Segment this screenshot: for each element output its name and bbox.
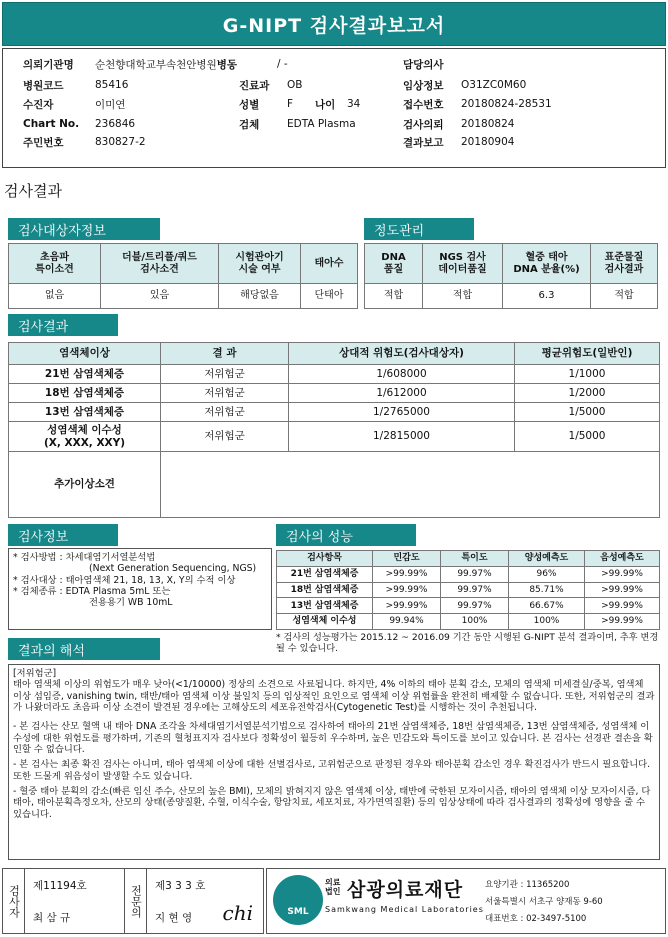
confirmer-license: 제3 3 3 호 [155, 879, 206, 892]
interpretation-paragraph: - 혈중 태아 분획의 감소(빠른 임신 주수, 산모의 높은 BMI), 모체의 밝혀지지 않은 염색체 이상, 태반에 국한된 모자이시즘, 태아의 염색체 이상 모자이시즘, 다태아, 태아분획측정오차, 산모의 상태(종양질환, 수혈, 이식수술, 항암치료, 세포치료, 자가면역질환) 등의 임상상태에 따라 검사결과의 정확성에 영향을 줄 수 있습니다. [13, 785, 651, 820]
org-address: 서울특별시 서초구 양재동 9-60 [485, 897, 603, 907]
subject-value-fetus-count: 단태아 [301, 284, 358, 309]
rrn-value: 830827-2 [95, 136, 146, 148]
requested-row [403, 115, 514, 133]
qc-tab: 정도관리 [364, 218, 474, 240]
subject-header-screening: 더블/트리플/쿼드 검사소견 [101, 244, 219, 284]
result-header-result: 결 과 [161, 343, 289, 365]
patient-label: 수진자 [23, 98, 54, 111]
result-header-relative-risk: 상대적 위험도(검사대상자) [289, 343, 515, 365]
ward-value: / - [277, 58, 288, 70]
interpretation-paragraph: - 본 검사는 산모 혈액 내 태아 DNA 조각을 차세대염기서열분석기법으로 검사하여 태아의 21번 삼염색체증, 18번 삼염색체증, 13번 삼염색체증, 성염색체 이수성에 대한 위험도를 평가하며, 기존의 혈청표지자 검사보다 정확성이 월등히 우수하며, 높은 민감도와 특이도를 보이고 있습니다. 본 검사는 선경관 결손을 확인할 수 없습니다. [13, 721, 653, 755]
requested-value: 20180824 [461, 118, 515, 130]
subject-value-ultrasound: 없음 [9, 284, 101, 309]
qc-value-standard: 적합 [591, 284, 658, 309]
confirmer-signature: chi [222, 901, 253, 925]
patient-value: 이미연 [95, 98, 126, 111]
interpretation-tab: 결과의 해석 [8, 638, 160, 660]
examiner-license: 제11194호 [33, 879, 87, 892]
chart-row [23, 115, 135, 133]
result-row: 21번 삼염색체증 저위험군 1/608000 1/1000 [9, 365, 660, 384]
subject-header-fetus-count: 태아수 [301, 244, 358, 284]
interpretation-heading: [저위험군] [13, 668, 57, 679]
results-heading: 검사결과 [4, 182, 62, 200]
reported-row [403, 133, 514, 151]
perf-header-sensitivity: 민감도 [373, 551, 441, 567]
hospital-code-label: 병원코드 [23, 79, 64, 92]
institution-value: 순천향대학교부속천안병원 [95, 58, 217, 71]
test-specimen-line: * 검체종류 : EDTA Plasma 5mL 또는 [13, 585, 171, 597]
extra-findings-label: 추가이상소견 [9, 452, 161, 518]
performance-tab: 검사의 성능 [276, 524, 416, 546]
sex-label: 성별 [239, 98, 260, 111]
reported-label: 결과보고 [403, 136, 444, 149]
confirmer-label: 전문의 [125, 869, 147, 933]
examiner-label: 검사자 [3, 869, 25, 933]
subject-header-ultrasound: 초음파 특이소견 [9, 244, 101, 284]
sex-value: F [287, 98, 294, 110]
org-name: 삼광의료재단 [347, 879, 464, 901]
rrn-row [23, 133, 146, 151]
perf-header-npv: 음성예측도 [585, 551, 660, 567]
doctor-row [403, 55, 454, 73]
test-info-tab: 검사정보 [8, 524, 118, 546]
qc-header-standard: 표준물질 검사결과 [591, 244, 658, 284]
interpretation-paragraph: - 본 검사는 최종 확진 검사는 아니며, 태아 염색체 이상에 대한 선별검사로, 고위험군으로 판정된 경우와 태아분획 감소인 경우 확진검사가 반드시 필요합니다. 또한 드물게 위음성이 발생할 수도 있습니다. [13, 759, 651, 782]
dept-row [239, 76, 302, 94]
result-row: 13번 삼염색체증 저위험군 1/2765000 1/5000 [9, 403, 660, 422]
legal-entity-mark: 의료 법인 [325, 878, 341, 896]
rrn-label: 주민번호 [23, 136, 64, 149]
test-specimen-detail: 전용용기 WB 10mL [89, 597, 173, 609]
interpretation-paragraph: 태아 염색체 이상의 위험도가 매우 낮아(<1/10000) 정상의 소견으로 사료됩니다. 하지만, 4% 이하의 태아 분획 감소, 모체의 염색체 미세결실/중복, 염색체 이상 섬임증, vanishing twin, 태반/태아 염색체 이상 불일치 등의 임상적인 요인으로 염색체 이상 위험률을 완전히 배제할 수 없습니다. 또한, 저위험군의 결과가 나왔더라도 초음파 이상 소견이 발견된 경우에는 고해상도의 세포유전학검사(Cytogenetic Test)를 시행하는 것이 추천됩니다. [13, 679, 655, 713]
dept-value: OB [287, 79, 303, 91]
subject-info-tab: 검사대상자정보 [8, 218, 160, 240]
signature-panel [2, 868, 264, 934]
test-method-detail: (Next Generation Sequencing, NGS) [89, 563, 257, 575]
dept-label: 진료과 [239, 79, 270, 92]
confirmer-info [147, 869, 263, 933]
org-tel: 대표번호 : 02-3497-5100 [485, 914, 587, 924]
perf-header-ppv: 양성예측도 [509, 551, 585, 567]
subject-value-screening: 있음 [101, 284, 219, 309]
reported-value: 20180904 [461, 136, 515, 148]
test-target-line: * 검사대상 : 태아염색체 21, 18, 13, X, Y의 수적 이상 [13, 574, 236, 586]
receipt-value: 20180824-28531 [461, 98, 552, 110]
institution-label: 의뢰기관명 [23, 58, 74, 71]
test-method-line: * 검사방법 : 차세대염기서열분석법 [13, 552, 156, 563]
chart-value: 236846 [95, 118, 136, 130]
extra-findings-value [161, 452, 660, 518]
qc-header-ngs: NGS 검사 데이터품질 [423, 244, 503, 284]
patient-row [23, 95, 125, 113]
age-label: 나이 [315, 98, 336, 111]
result-tab: 검사결과 [8, 314, 118, 336]
specimen-value: EDTA Plasma [287, 118, 356, 130]
perf-row: 18번 삼염색체증 >99.99% 99.97% 85.71% >99.99% [277, 582, 660, 598]
hospital-code-row [23, 76, 128, 94]
examiner-name: 최 삼 규 [33, 911, 71, 924]
sml-logo-icon: SML [273, 875, 323, 925]
org-contact [485, 877, 603, 928]
subject-header-ivf: 시험관아기 시술 여부 [219, 244, 301, 284]
perf-header-item: 검사항목 [277, 551, 373, 567]
performance-note: * 검사의 성능평가는 2015.12 ~ 2016.09 기간 동안 시행된 G-NIPT 분석 결과이며, 추후 변경될 수 있습니다. [276, 632, 659, 655]
perf-row: 13번 삼염색체증 >99.99% 99.97% 66.67% >99.99% [277, 598, 660, 614]
clinical-row [403, 76, 526, 94]
age-value: 34 [347, 98, 361, 110]
receipt-row [403, 95, 552, 113]
org-license: 요양기관 : 11365200 [485, 880, 570, 890]
perf-header-specificity: 특이도 [441, 551, 509, 567]
performance-table [276, 550, 660, 630]
qc-header-fetal-fraction: 혈중 태아 DNA 분율(%) [503, 244, 591, 284]
doctor-label: 담당의사 [403, 58, 444, 71]
qc-header-dna: DNA 품질 [365, 244, 423, 284]
result-header-average-risk: 평균위험도(일반인) [515, 343, 660, 365]
chart-label: Chart No. [23, 118, 80, 130]
result-row: 18번 삼염색체증 저위험군 1/612000 1/2000 [9, 384, 660, 403]
clinical-label: 임상정보 [403, 79, 444, 92]
interpretation-box [8, 664, 660, 860]
receipt-label: 접수번호 [403, 98, 444, 111]
examiner-info [25, 869, 125, 933]
qc-value-ngs: 적합 [423, 284, 503, 309]
result-table [8, 342, 660, 518]
specimen-label: 검체 [239, 118, 260, 131]
report-title: G-NIPT 검사결과보고서 [2, 2, 666, 46]
sex-age-row [239, 95, 360, 113]
qc-value-fetal-fraction: 6.3 [503, 284, 591, 309]
subject-value-ivf: 해당없음 [219, 284, 301, 309]
org-english-name: Samkwang Medical Laboratories [325, 905, 484, 914]
perf-row: 21번 삼염색체증 >99.99% 99.97% 96% >99.99% [277, 566, 660, 582]
result-header-abnormality: 염색체이상 [9, 343, 161, 365]
ward-label: 병동 [216, 58, 238, 71]
org-panel [266, 868, 666, 934]
qc-value-dna: 적합 [365, 284, 423, 309]
perf-row: 성염색체 이수성 99.94% 100% 100% >99.99% [277, 614, 660, 630]
result-row: 성염색체 이수성 (X, XXX, XXY) 저위험군 1/2815000 1/5000 [9, 422, 660, 452]
qc-table [364, 243, 658, 309]
specimen-row [239, 115, 356, 133]
hospital-code-value: 85416 [95, 79, 129, 91]
requested-label: 검사의뢰 [403, 118, 444, 131]
test-info-box [8, 548, 272, 630]
patient-info-panel [2, 48, 666, 168]
confirmer-name: 지 현 영 [155, 911, 193, 924]
institution-row [23, 55, 288, 73]
clinical-value: O31ZC0M60 [461, 79, 527, 91]
subject-info-table [8, 243, 358, 309]
